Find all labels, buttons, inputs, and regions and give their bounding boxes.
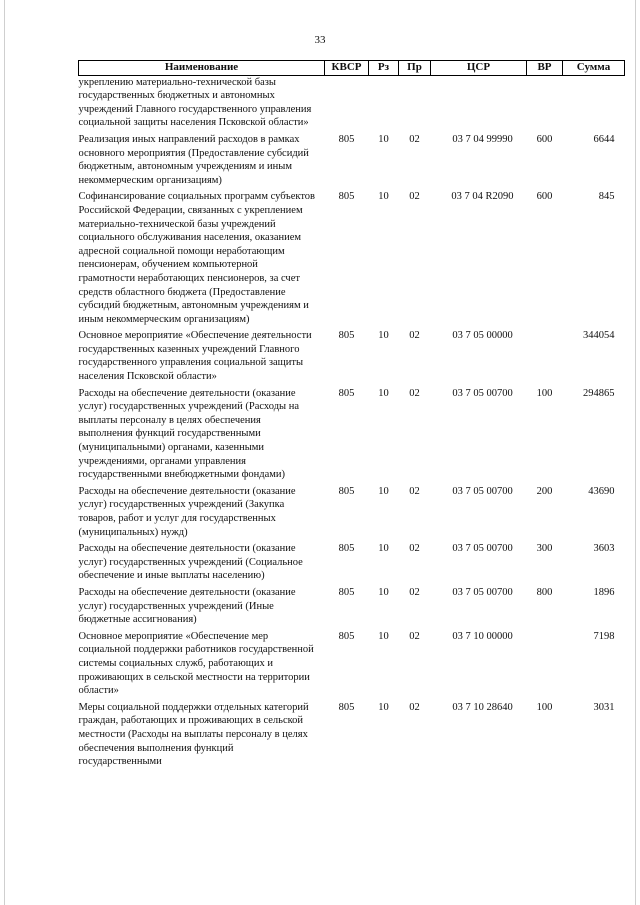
row-kvsr: 805 — [338, 586, 355, 598]
page-number: 33 — [314, 34, 326, 46]
row-name: укреплению материально-технической базы государственных бюджетных и автономных учреждений Главного государственного управления социальной защиты населения Псковской области» — [78, 76, 312, 129]
row-name: Расходы на обеспечение деятельности (оказание услуг) государственных учреждений (Расходы на выплаты персоналу в целях обеспечения выполнения функций государственными (муниципальными) органами, казенными учреждениями, органами управления государственными внебюджетными фондами) — [78, 387, 300, 481]
row-kvsr: 805 — [338, 387, 355, 399]
row-pr: 02 — [409, 630, 420, 642]
table-row — [79, 586, 625, 630]
row-vr: 300 — [536, 543, 553, 555]
row-pr: 02 — [409, 586, 420, 598]
row-csr: 03 7 04 99990 — [452, 133, 513, 145]
row-rz: 10 — [378, 630, 389, 642]
table-row — [79, 133, 625, 190]
header-name: Наименование — [79, 61, 325, 76]
row-vr: 100 — [536, 701, 553, 713]
row-name: Расходы на обеспечение деятельности (оказание услуг) государственных учреждений (Закупка товаров, работ и услуг для государственных (муниципальных) нужд) — [78, 485, 296, 538]
row-sum: 3031 — [593, 701, 615, 713]
row-name: Основное мероприятие «Обеспечение деятельности государственных казенных учреждений Главного государственного управления социальной защиты населения Псковской области» — [78, 330, 312, 383]
row-rz: 10 — [378, 586, 389, 598]
row-rz: 10 — [378, 543, 389, 555]
row-pr: 02 — [409, 133, 420, 145]
table-header-row — [79, 61, 625, 76]
table-row — [79, 701, 625, 769]
row-vr: 800 — [536, 586, 553, 598]
header-vr: ВР — [527, 61, 563, 76]
row-name: Реализация иных направлений расходов в рамках основного мероприятия (Предоставление субсидий бюджетным, автономным учреждениям и иным некоммерческим организациям) — [78, 133, 309, 186]
row-rz: 10 — [378, 133, 389, 145]
row-csr: 03 7 05 00000 — [452, 330, 513, 342]
table-row — [79, 542, 625, 586]
row-csr: 03 7 04 R2090 — [451, 191, 514, 203]
row-sum — [563, 75, 625, 133]
table-row — [79, 630, 625, 701]
header-rz: Рз — [369, 61, 399, 76]
row-vr: 200 — [536, 485, 553, 497]
row-sum: 1896 — [593, 586, 615, 598]
row-sum: 43690 — [588, 485, 615, 497]
row-csr: 03 7 05 00700 — [452, 543, 513, 555]
row-name: Софинансирование социальных программ субъектов Российской Федерации, связанных с укреплением материально-технической базы учреждений социального обслуживания населения, оказанием адресной социальной помощи неработающим пенсионерам, обучением компьютерной грамотности неработающих пенсионеров, за счет средств областного бюджета (Предоставление субсидий бюджетным, автономным учреждениям и иным некоммерческим организациям) — [78, 191, 316, 325]
row-vr — [527, 75, 563, 133]
row-kvsr: 805 — [338, 330, 355, 342]
row-rz: 10 — [378, 387, 389, 399]
header-sum: Сумма — [563, 61, 625, 76]
row-name: Расходы на обеспечение деятельности (оказание услуг) государственных учреждений (Социальное обеспечение и иные выплаты населению) — [78, 543, 303, 582]
row-rz: 10 — [378, 485, 389, 497]
row-vr — [527, 329, 563, 386]
row-rz: 10 — [378, 330, 389, 342]
row-name: Расходы на обеспечение деятельности (оказание услуг) государственных учреждений (Иные бюджетные ассигнования) — [78, 586, 296, 626]
row-sum: 344054 — [583, 330, 615, 342]
row-kvsr: 805 — [338, 485, 355, 497]
header-kvsr: КВСР — [325, 61, 369, 76]
row-vr: 600 — [536, 191, 553, 203]
row-sum: 6644 — [593, 133, 615, 145]
header-pr: Пр — [399, 61, 431, 76]
row-kvsr — [325, 75, 369, 133]
table-row — [79, 75, 625, 133]
scan-edge-right — [635, 0, 636, 905]
budget-table — [78, 60, 625, 769]
row-csr: 03 7 05 00700 — [452, 586, 513, 598]
row-vr: 100 — [536, 387, 553, 399]
row-vr — [527, 630, 563, 701]
row-sum: 294865 — [583, 387, 615, 399]
table-row — [79, 485, 625, 542]
table-row — [79, 190, 625, 329]
row-kvsr: 805 — [338, 191, 355, 203]
row-sum: 845 — [598, 191, 615, 203]
row-pr: 02 — [409, 543, 420, 555]
row-vr: 600 — [536, 133, 553, 145]
row-kvsr: 805 — [338, 543, 355, 555]
row-rz: 10 — [378, 191, 389, 203]
row-pr: 02 — [409, 330, 420, 342]
row-rz: 10 — [378, 701, 389, 713]
row-sum: 3603 — [593, 543, 615, 555]
row-kvsr: 805 — [338, 630, 355, 642]
row-csr — [431, 75, 527, 133]
row-kvsr: 805 — [338, 133, 355, 145]
row-csr: 03 7 05 00700 — [452, 485, 513, 497]
row-pr — [399, 75, 431, 133]
row-name: Основное мероприятие «Обеспечение мер социальной поддержки работников государственной системы социальных служб, работающих и проживающих в сельской местности на территории области» — [78, 630, 314, 697]
table-row — [79, 387, 625, 485]
row-pr: 02 — [409, 387, 420, 399]
table-row — [79, 329, 625, 386]
row-pr: 02 — [409, 701, 420, 713]
row-csr: 03 7 10 00000 — [452, 630, 513, 642]
row-name: Меры социальной поддержки отдельных категорий граждан, работающих и проживающих в сельской местности (Расходы на выплаты персоналу в целях обеспечения выполнения функций государственными — [78, 701, 309, 768]
header-csr: ЦСР — [431, 61, 527, 76]
scan-edge-left — [4, 0, 5, 905]
row-csr: 03 7 10 28640 — [452, 701, 513, 713]
row-kvsr: 805 — [338, 701, 355, 713]
row-csr: 03 7 05 00700 — [452, 387, 513, 399]
row-sum: 7198 — [593, 630, 615, 642]
row-rz — [369, 75, 399, 133]
row-pr: 02 — [409, 191, 420, 203]
row-pr: 02 — [409, 485, 420, 497]
